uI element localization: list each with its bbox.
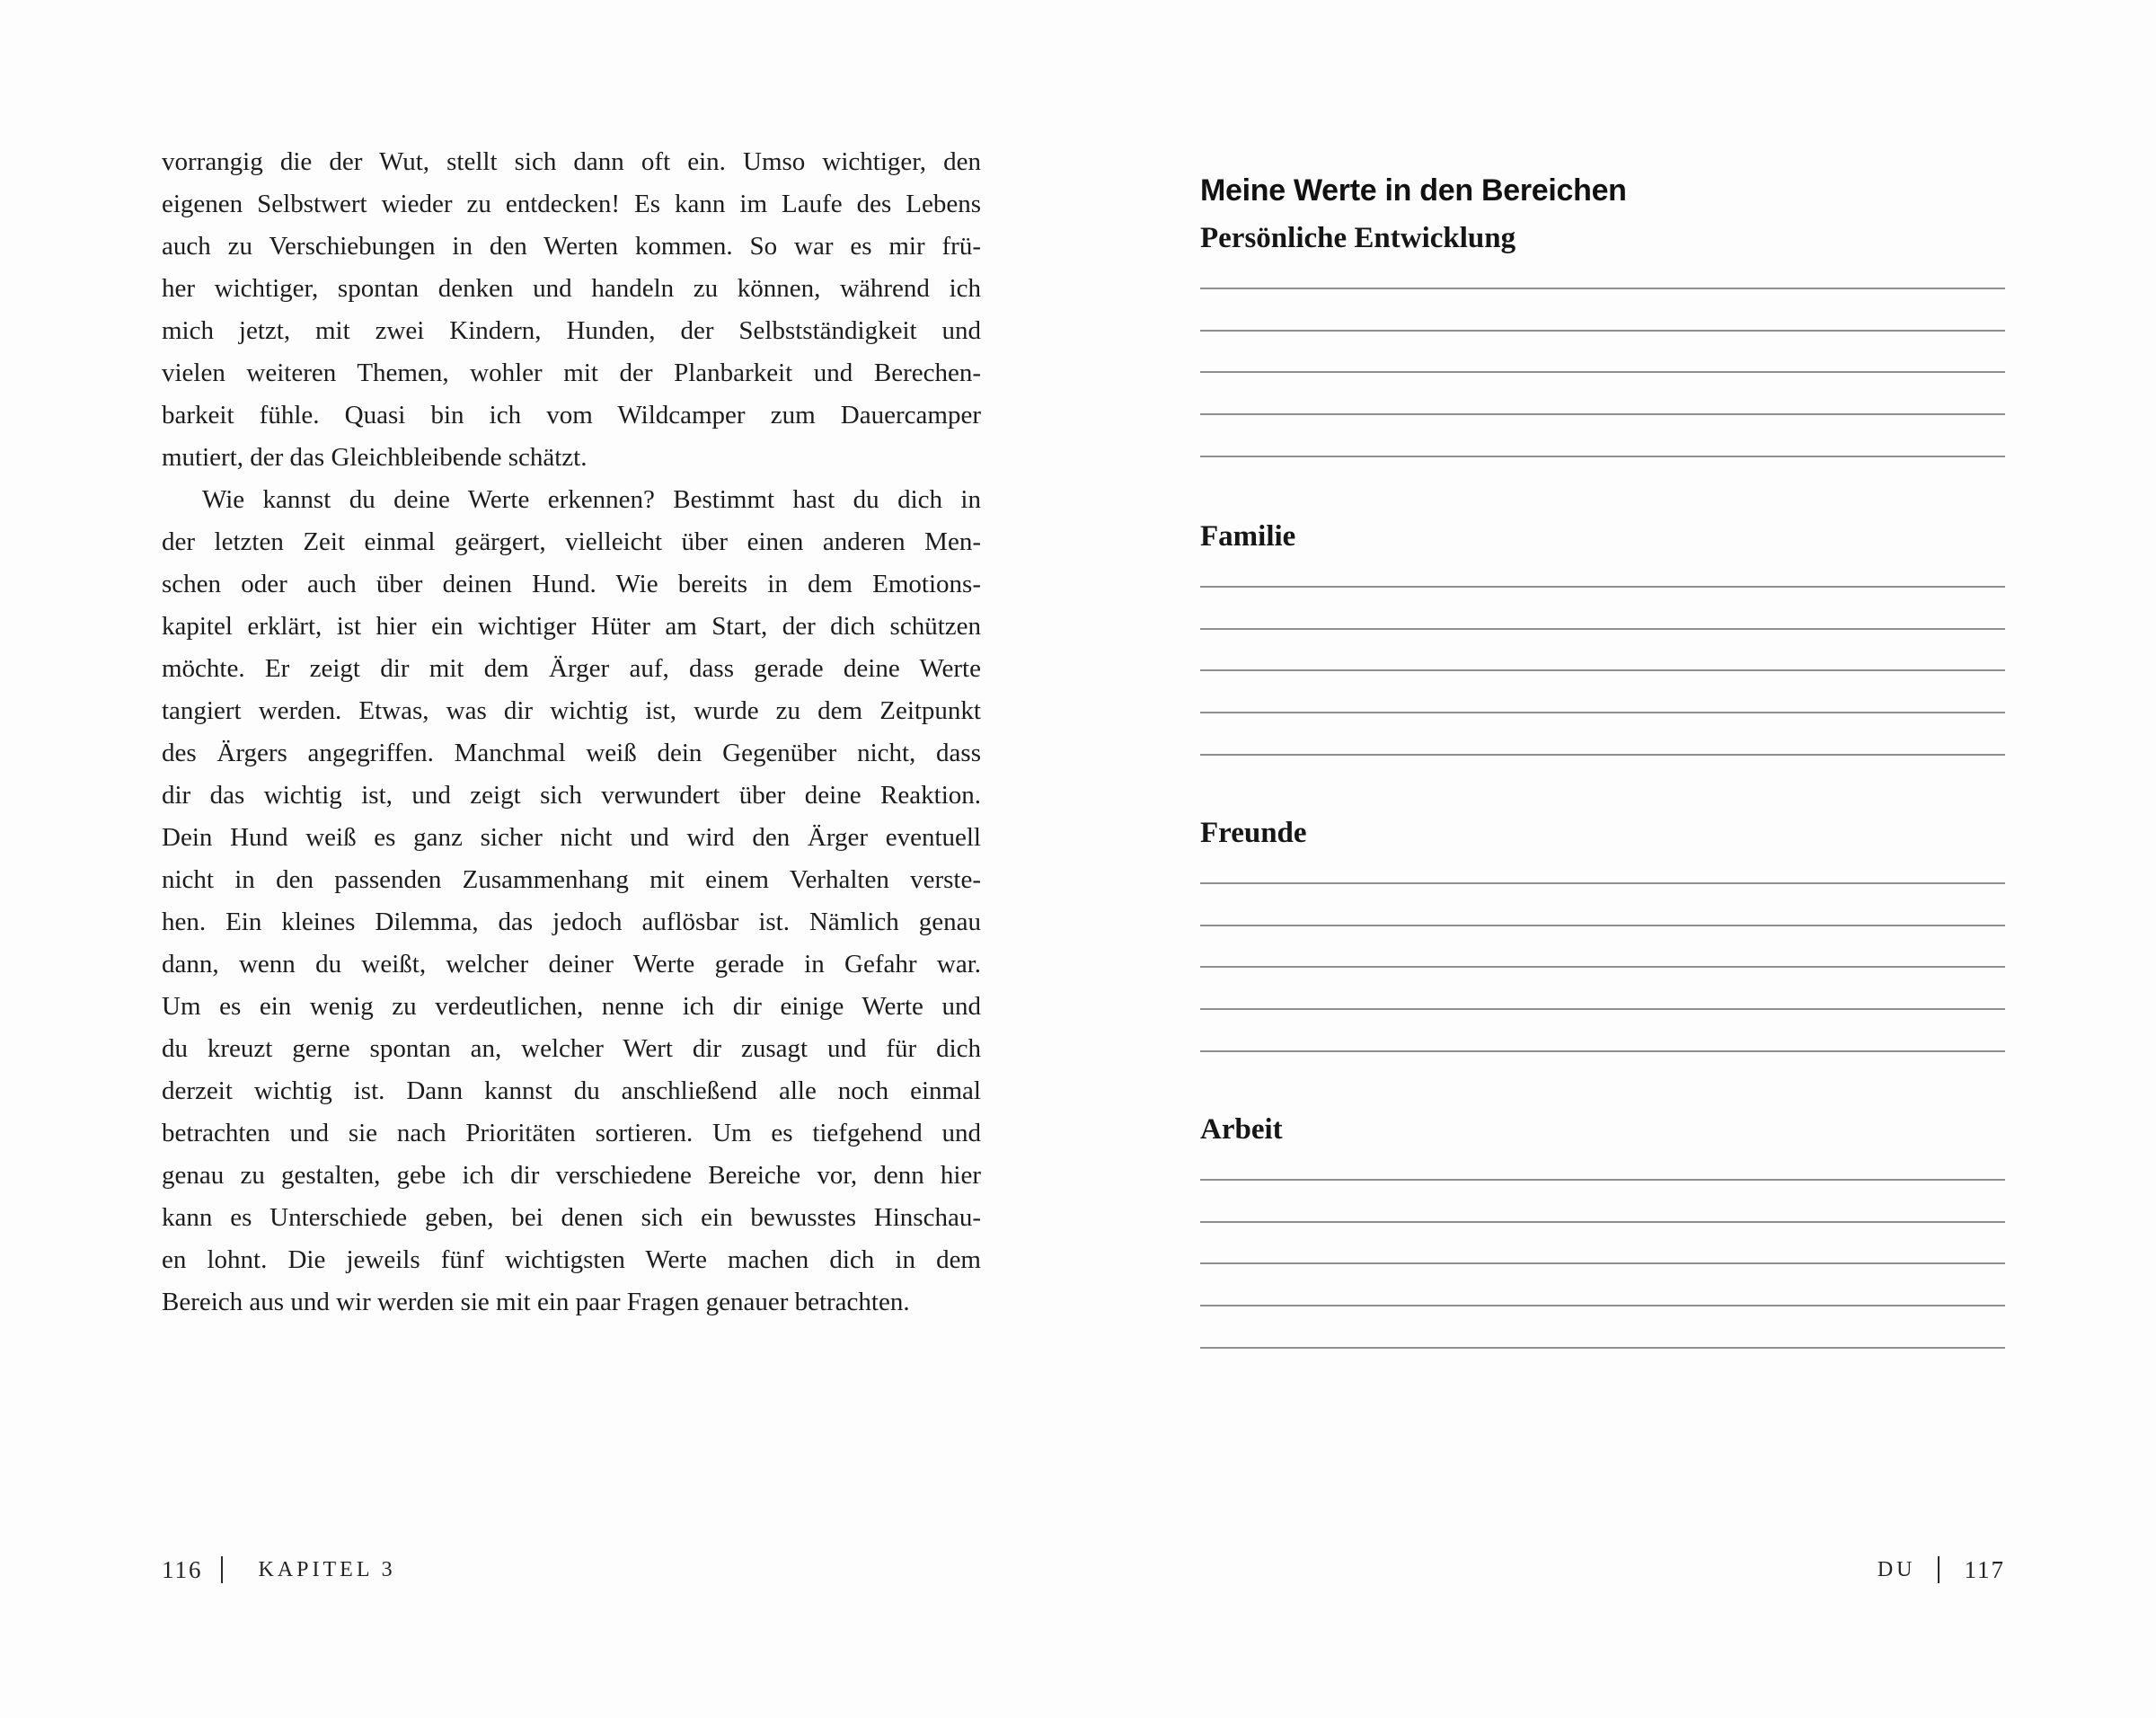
body-line [162,1028,981,1070]
body-line-text: Wie kannst du deine Werte erkennen? Bestimmt hast du dich in [202,485,981,514]
body-line-text: mich jetzt, mit zwei Kindern, Hunden, der Selbstständigkeit und [162,316,981,345]
body-text [162,141,981,1324]
writing-lines [1200,288,2005,457]
writing-line [1200,925,2005,926]
body-line [162,732,981,775]
writing-line [1200,371,2005,373]
writing-line [1200,1221,2005,1223]
body-line-text: Bereich aus und wir werden sie mit ein paar Fragen genauer betrachten. [162,1288,910,1316]
body-line-text: kann es Unterschiede geben, bei denen sich ein bewusstes Hinschau- [162,1203,981,1232]
body-line-text: dir das wichtig ist, und zeigt sich verwundert über deine Reaktion. [162,781,981,810]
body-line [162,141,981,183]
writing-line [1200,330,2005,332]
body-line-text: Dein Hund weiß es ganz sicher nicht und wird den Ärger eventuell [162,823,981,852]
body-line [162,1239,981,1281]
writing-line [1200,754,2005,756]
body-line-text: vielen weiteren Themen, wohler mit der Planbarkeit und Berechen- [162,359,981,387]
body-line [162,521,981,563]
body-line [162,479,981,521]
body-line-text: en lohnt. Die jeweils fünf wichtigsten Werte machen dich in dem [162,1245,981,1274]
body-line [162,1281,981,1324]
body-line-text: eigenen Selbstwert wieder zu entdecken! Es kann im Laufe des Lebens [162,190,981,218]
body-line [162,183,981,226]
section-heading: Familie [1200,520,1296,553]
worksheet-section [1200,217,2005,457]
writing-line [1200,712,2005,713]
writing-line [1200,1008,2005,1010]
body-line [162,1155,981,1197]
writing-lines [1200,882,2005,1052]
body-line-text: schen oder auch über deinen Hund. Wie bereits in dem Emotions- [162,570,981,598]
body-line [162,775,981,817]
body-line-text: barkeit fühle. Quasi bin ich vom Wildcamper zum Dauercamper [162,401,981,430]
body-line-text: Um es ein wenig zu verdeutlichen, nenne ich dir einige Werte und [162,992,981,1021]
body-line [162,226,981,268]
writing-line [1200,1305,2005,1306]
writing-line [1200,628,2005,630]
body-line [162,1070,981,1112]
footer-divider-bar [221,1556,223,1583]
body-line [162,310,981,352]
body-line [162,901,981,943]
right-footer [1878,1554,2005,1586]
writing-line [1200,586,2005,588]
body-line-text: nicht in den passenden Zusammenhang mit einem Verhalten verste- [162,865,981,894]
body-line [162,690,981,732]
body-line [162,986,981,1028]
worksheet-section [1200,516,2005,756]
body-line-text: derzeit wichtig ist. Dann kannst du anschließend alle noch einmal [162,1076,981,1105]
writing-line [1200,413,2005,415]
writing-line [1200,1050,2005,1052]
body-line-text: hen. Ein kleines Dilemma, das jedoch auflösbar ist. Nämlich genau [162,908,981,936]
body-line-text: genau zu gestalten, gebe ich dir verschiedene Bereiche vor, denn hier [162,1161,981,1190]
body-line-text: mutiert, der das Gleichbleibende schätzt. [162,443,588,472]
body-line-text: vorrangig die der Wut, stellt sich dann oft ein. Umso wichtiger, den [162,147,981,176]
body-line [162,268,981,310]
body-line [162,943,981,986]
worksheet-section [1200,1109,2005,1349]
body-line-text: auch zu Verschiebungen in den Werten kommen. So war es mir frü- [162,232,981,261]
writing-line [1200,1179,2005,1181]
body-line-text: der letzten Zeit einmal geärgert, vielleicht über einen anderen Men- [162,527,981,556]
body-line-text: her wichtiger, spontan denken und handeln zu können, während ich [162,274,981,303]
writing-line [1200,1347,2005,1349]
writing-line [1200,966,2005,968]
section-heading: Freunde [1200,817,1307,849]
writing-line [1200,456,2005,457]
body-line-text: dann, wenn du weißt, welcher deiner Werte gerade in Gefahr war. [162,950,981,979]
writing-line [1200,882,2005,884]
body-line-text: des Ärgers angegriffen. Manchmal weiß dein Gegenüber nicht, dass [162,739,981,767]
section-heading: Persönliche Entwicklung [1200,222,1516,254]
writing-lines [1200,586,2005,756]
body-line [162,1197,981,1239]
page-number-right: 117 [1964,1555,2005,1583]
body-line [162,394,981,437]
worksheet-section [1200,812,2005,1052]
chapter-label: KAPITEL 3 [258,1557,396,1581]
body-line [162,606,981,648]
worksheet-title: Meine Werte in den Bereichen [1200,173,1627,208]
section-label: DU [1877,1557,1916,1581]
body-line [162,563,981,606]
body-line [162,1112,981,1155]
left-footer [162,1554,396,1586]
writing-line [1200,288,2005,289]
body-line-text: betrachten und sie nach Prioritäten sortieren. Um es tiefgehend und [162,1119,981,1147]
writing-line [1200,1262,2005,1264]
body-line [162,859,981,901]
writing-lines [1200,1179,2005,1349]
section-heading: Arbeit [1200,1113,1283,1146]
body-line-text: du kreuzt gerne spontan an, welcher Wert dir zusagt und für dich [162,1034,981,1063]
body-line-text: tangiert werden. Etwas, was dir wichtig ist, wurde zu dem Zeitpunkt [162,696,981,725]
body-line [162,648,981,690]
body-line-text: möchte. Er zeigt dir mit dem Ärger auf, dass gerade deine Werte [162,654,981,683]
body-line [162,437,981,479]
page-number-left: 116 [162,1555,203,1583]
writing-line [1200,669,2005,671]
body-line-text: kapitel erklärt, ist hier ein wichtiger Hüter am Start, der dich schützen [162,612,981,641]
footer-divider-bar [1938,1556,1940,1583]
body-line [162,817,981,859]
body-line [162,352,981,394]
